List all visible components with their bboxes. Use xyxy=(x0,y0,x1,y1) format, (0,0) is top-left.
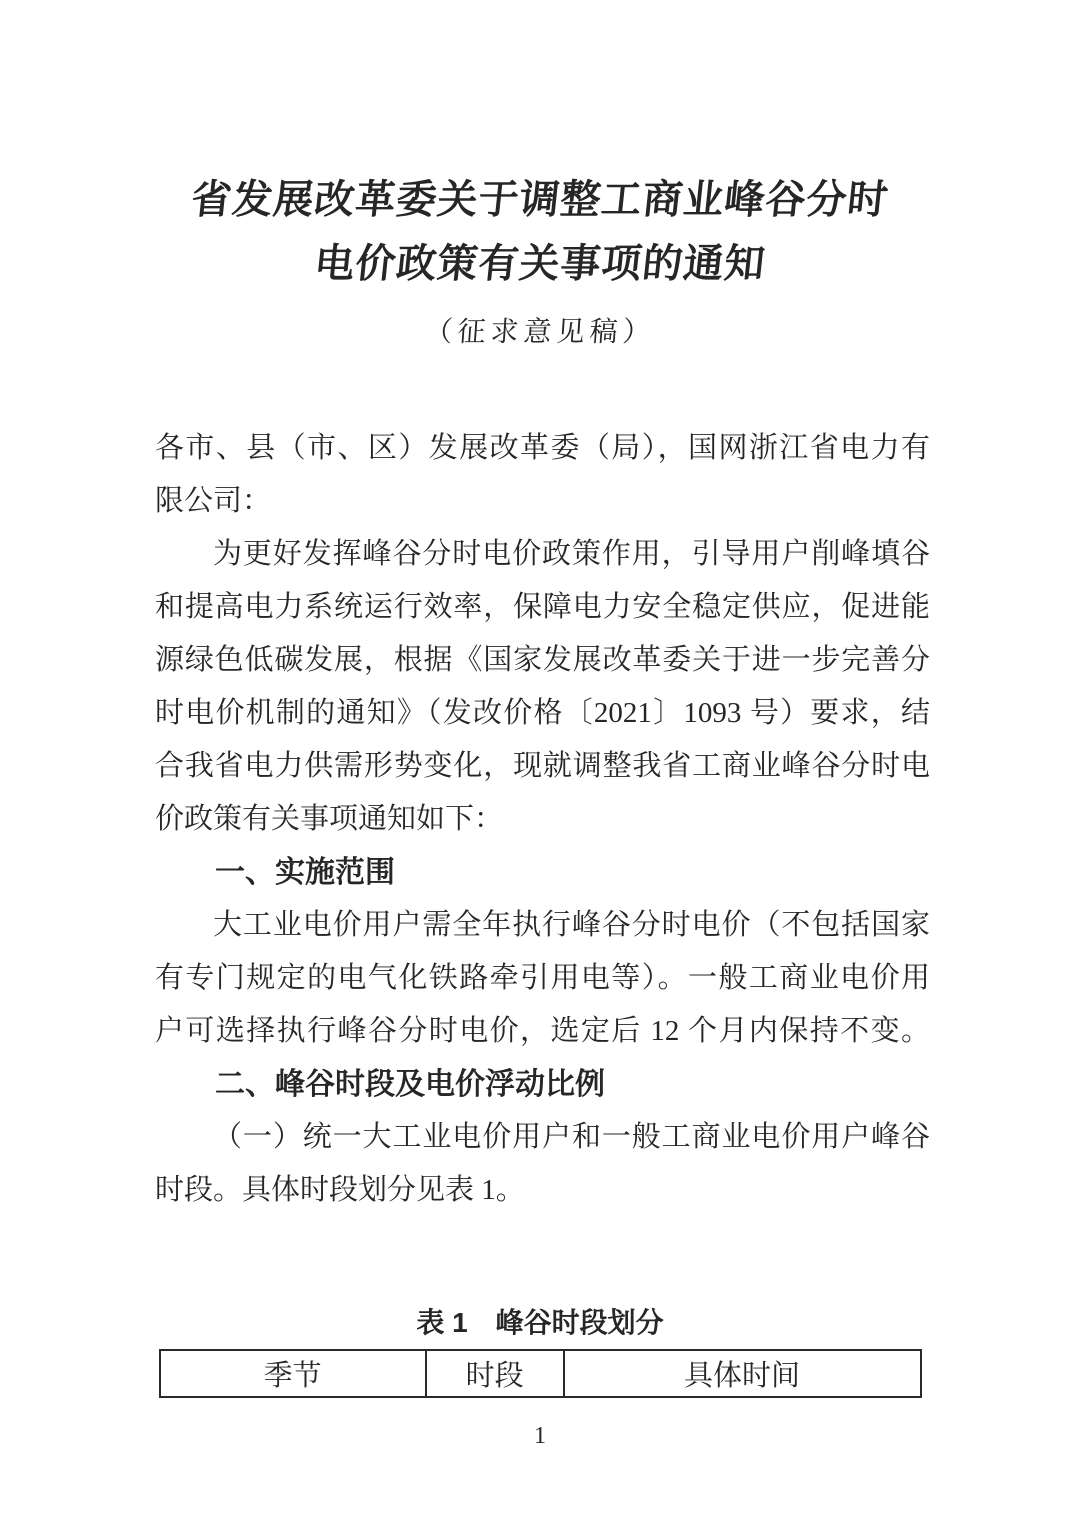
table-header-row xyxy=(160,1350,921,1397)
document-title-line-2: 电价政策有关事项的通知 xyxy=(312,240,769,287)
body-line: 限公司： xyxy=(155,485,272,517)
body-line: 各市、县（市、区）发展改革委（局），国网浙江省电力有 xyxy=(155,432,930,464)
body-line: 源绿色低碳发展，根据《国家发展改革委关于进一步完善分 xyxy=(155,644,930,676)
table-header-cell: 时段 xyxy=(426,1350,564,1397)
document-title-line-1: 省发展改革委关于调整工商业峰谷分时 xyxy=(189,176,892,223)
body-line: 大工业电价用户需全年执行峰谷分时电价（不包括国家 xyxy=(213,909,930,941)
body-line: 为更好发挥峰谷分时电价政策作用，引导用户削峰填谷 xyxy=(213,538,930,570)
document-title-block xyxy=(0,168,1080,352)
section-heading: 二、峰谷时段及电价浮动比例 xyxy=(215,1068,605,1101)
body-line: （一）统一大工业电价用户和一般工商业电价用户峰谷 xyxy=(213,1121,930,1153)
body-line: 户可选择执行峰谷分时电价，选定后 12 个月内保持不变。 xyxy=(155,1015,930,1047)
page-number: 1 xyxy=(534,1423,546,1449)
table-header-cell: 季节 xyxy=(160,1350,426,1397)
body-line: 合我省电力供需形势变化，现就调整我省工商业峰谷分时电 xyxy=(155,750,930,782)
body-line: 有专门规定的电气化铁路牵引用电等）。一般工商业电价用 xyxy=(155,962,930,994)
table-caption: 表 1 峰谷时段划分 xyxy=(416,1307,664,1338)
section-heading: 一、实施范围 xyxy=(215,856,395,889)
table-header-cell: 具体时间 xyxy=(564,1350,921,1397)
body-line: 和提高电力系统运行效率，保障电力安全稳定供应，促进能 xyxy=(155,591,930,623)
body-line: 时段。具体时段划分见表 1。 xyxy=(155,1174,525,1206)
document-subtitle: （征求意见稿） xyxy=(423,315,657,348)
body-lines xyxy=(155,422,930,1217)
body-line: 时电价机制的通知》（发改价格〔2021〕1093 号）要求，结 xyxy=(155,697,930,729)
body-line: 价政策有关事项通知如下： xyxy=(155,803,504,835)
peak-valley-periods-table xyxy=(159,1349,922,1398)
